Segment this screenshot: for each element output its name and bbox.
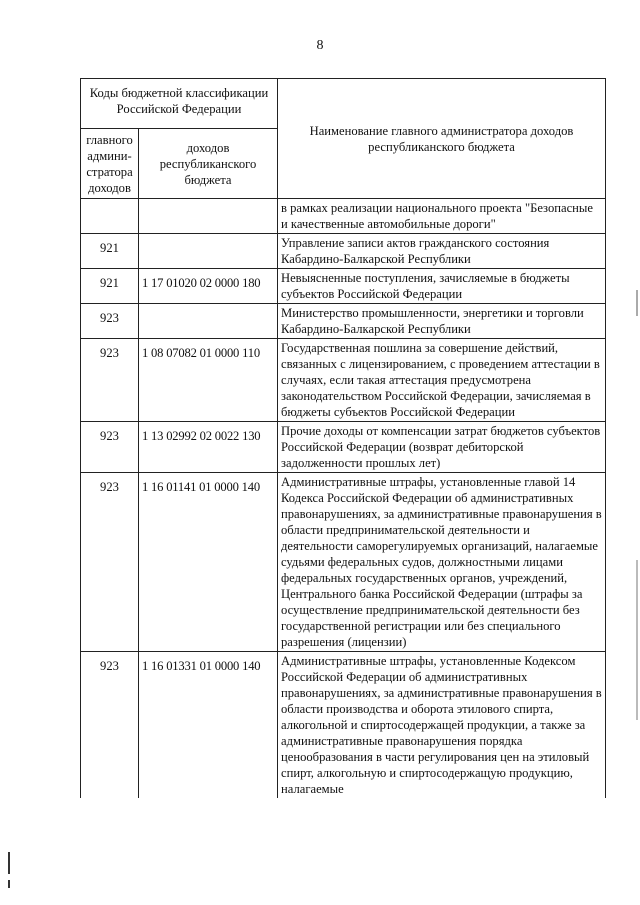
table-row [81, 652, 606, 799]
budget-classification-table [80, 78, 606, 798]
scan-edge-mark [8, 880, 10, 888]
admin-code-cell [81, 199, 139, 234]
table-row [81, 304, 606, 339]
table-row [81, 269, 606, 304]
revenue-code-header: доходов республиканского бюджета [139, 129, 278, 199]
revenue-code-cell [139, 304, 278, 339]
administrator-name-cell: Административные штрафы, установленные главой 14 Кодекса Российской Федерации об административных правонарушениях, за административные правонарушения в области предпринимательской деятельности и деятельности саморегулируемых организаций, налагаемые судьями федеральных судов, должностными лицами федеральных государственных органов, учреждений, Центрального банка Российской Федерации (штрафы за осуществление предпринимательской деятельности без государственной регистрации или без специального разрешения (лицензии) [278, 473, 606, 652]
administrator-name-cell: Невыясненные поступления, зачисляемые в бюджеты субъектов Российской Федерации [278, 269, 606, 304]
revenue-code-cell: 1 16 01141 01 0000 140 [139, 473, 278, 652]
scan-edge-mark [8, 852, 10, 874]
table-row [81, 422, 606, 473]
administrator-name-cell: в рамках реализации национального проекта "Безопасные и качественные автомобильные дороги" [278, 199, 606, 234]
admin-code-cell: 923 [81, 652, 139, 799]
administrator-name-cell: Министерство промышленности, энергетики и торговли Кабардино-Балкарской Республики [278, 304, 606, 339]
table-row [81, 199, 606, 234]
administrator-name-header: Наименование главного администратора доходов республиканского бюджета [278, 79, 606, 199]
admin-code-cell: 923 [81, 304, 139, 339]
admin-code-cell: 921 [81, 269, 139, 304]
revenue-code-cell: 1 13 02992 02 0022 130 [139, 422, 278, 473]
table-row [81, 473, 606, 652]
administrator-name-cell: Управление записи актов гражданского состояния Кабардино-Балкарской Республики [278, 234, 606, 269]
admin-code-cell: 921 [81, 234, 139, 269]
codes-header: Коды бюджетной классификации Российской Федерации [81, 79, 278, 129]
scan-edge-mark [636, 290, 638, 316]
administrator-name-cell: Административные штрафы, установленные Кодексом Российской Федерации об административных правонарушениях, за административные правонарушения в области производства и оборота этилового спирта, алкогольной и спиртосодержащей продукции, а также за административные правонарушения порядка ценообразования в части регулирования цен на этиловый спирт, алкогольную и спиртосодержащую продукцию, налагаемые [278, 652, 606, 799]
scan-edge-mark [636, 560, 638, 720]
admin-code-cell: 923 [81, 339, 139, 422]
admin-code-cell: 923 [81, 473, 139, 652]
revenue-code-cell [139, 199, 278, 234]
administrator-name-cell: Государственная пошлина за совершение действий, связанных с лицензированием, с проведением аттестации в случаях, если такая аттестация предусмотрена законодательством Российской Федерации, зачисляемая в бюджеты субъектов Российской Федерации [278, 339, 606, 422]
main-administrator-header: главного админи-стратора доходов [81, 129, 139, 199]
revenue-code-cell [139, 234, 278, 269]
administrator-name-cell: Прочие доходы от компенсации затрат бюджетов субъектов Российской Федерации (возврат дебиторской задолженности прошлых лет) [278, 422, 606, 473]
admin-code-cell: 923 [81, 422, 139, 473]
table-row [81, 339, 606, 422]
page-number: 8 [316, 38, 324, 53]
revenue-code-cell: 1 17 01020 02 0000 180 [139, 269, 278, 304]
revenue-code-cell: 1 08 07082 01 0000 110 [139, 339, 278, 422]
revenue-code-cell: 1 16 01331 01 0000 140 [139, 652, 278, 799]
table-row [81, 234, 606, 269]
